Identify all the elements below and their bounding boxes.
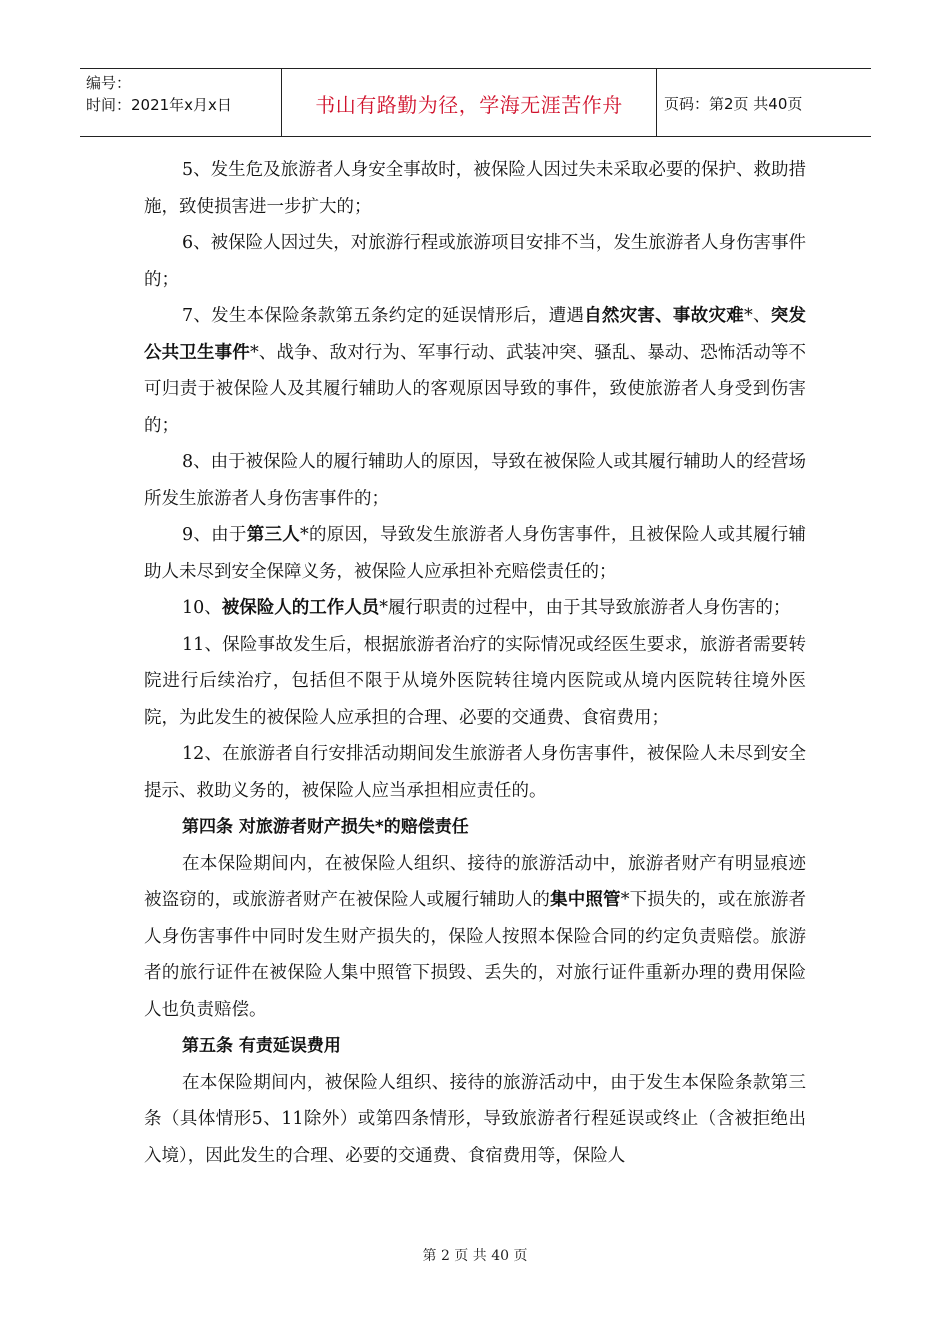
document-body <box>144 152 806 1174</box>
bold-term: 第三人 <box>246 525 300 545</box>
bold-term: 集中照管 <box>550 890 621 910</box>
section-heading <box>144 1028 806 1065</box>
paragraph <box>144 736 806 809</box>
paragraph <box>144 444 806 517</box>
paragraph <box>144 846 806 1029</box>
text-run: 在本保险期间内，被保险人组织、接待的旅游活动中，由于发生本保险条款第三条（具体情形5、11除外）或第四条情形，导致旅游者行程延误或终止（含被拒绝出入境），因此发生的合理、必要的交通费、食宿费用等，保险人 <box>144 1072 806 1166</box>
bold-term: 自然灾害、事故灾难 <box>584 306 744 326</box>
paragraph <box>144 225 806 298</box>
bold-term: 突发公共卫生事件 <box>144 306 807 363</box>
text-run: *、战争、敌对行为、军事行动、武装冲突、骚乱、暴动、恐怖活动等不可归责于被保险人及其履行辅助人的客观原因导致的事件，致使旅游者人身受到伤害的； <box>144 342 807 436</box>
text-run: *、 <box>743 306 771 326</box>
page-footer <box>0 1245 950 1265</box>
time-label: 时间：2021年x月x日 <box>86 96 232 114</box>
text-run: 在本保险期间内，在被保险人组织、接待的旅游活动中，旅游者财产有明显痕迹被盗窃的，或旅游者财产在被保险人或履行辅助人的 <box>144 853 806 910</box>
text-run: 8、由于被保险人的履行辅助人的原因，导致在被保险人或其履行辅助人的经营场所发生旅游者人身伤害事件的； <box>144 452 806 509</box>
footer-page-number: 第 2 页 共 40 页 <box>422 1248 528 1264</box>
paragraph <box>144 152 806 225</box>
section-heading <box>144 809 806 846</box>
paragraph <box>144 1065 806 1175</box>
text-run: 第四条 对旅游者财产损失*的赔偿责任 <box>182 817 469 837</box>
text-run: 5、发生危及旅游者人身安全事故时，被保险人因过失未采取必要的保护、救助措施，致使损害进一步扩大的； <box>144 160 806 217</box>
text-run: 12、在旅游者自行安排活动期间发生旅游者人身伤害事件，被保险人未尽到安全提示、救助义务的，被保险人应当承担相应责任的。 <box>144 744 806 801</box>
text-run: 10、 <box>182 598 222 618</box>
paragraph <box>144 627 806 737</box>
page-header <box>80 68 871 137</box>
text-run: 第五条 有责延误费用 <box>182 1036 341 1056</box>
paragraph <box>144 517 806 590</box>
text-run: 11、保险事故发生后，根据旅游者治疗的实际情况或经医生要求，旅游者需要转院进行后续治疗，包括但不限于从境外医院转往境内医院或从境内医院转往境外医院，为此发生的被保险人应承担的合理、必要的交通费、食宿费用； <box>144 634 806 728</box>
text-run: 9、由于 <box>182 525 247 545</box>
text-run: *履行职责的过程中，由于其导致旅游者人身伤害的； <box>379 598 791 618</box>
page-number-label: 页码：第2页 共40页 <box>664 95 803 113</box>
header-motto: 书山有路勤为径，学海无涯苦作舟 <box>315 93 623 117</box>
text-run: 7、发生本保险条款第五条约定的延误情形后，遭遇 <box>182 306 585 326</box>
bold-term: 被保险人的工作人员 <box>221 598 380 618</box>
header-meta <box>86 72 282 116</box>
paragraph <box>144 298 806 444</box>
serial-label: 编号： <box>86 74 132 92</box>
text-run: 6、被保险人因过失，对旅游行程或旅游项目安排不当，发生旅游者人身伤害事件的； <box>144 233 806 290</box>
header-divider <box>656 69 657 136</box>
paragraph <box>144 590 806 627</box>
text-run: *的原因，导致发生旅游者人身伤害事件，且被保险人或其履行辅助人未尽到安全保障义务，被保险人应承担补充赔偿责任的； <box>144 525 807 582</box>
text-run: *下损失的，或在旅游者人身伤害事件中同时发生财产损失的，保险人按照本保险合同的约定负责赔偿。旅游者的旅行证件在被保险人集中照管下损毁、丢失的，对旅行证件重新办理的费用保险人也负责赔偿。 <box>144 890 807 1020</box>
